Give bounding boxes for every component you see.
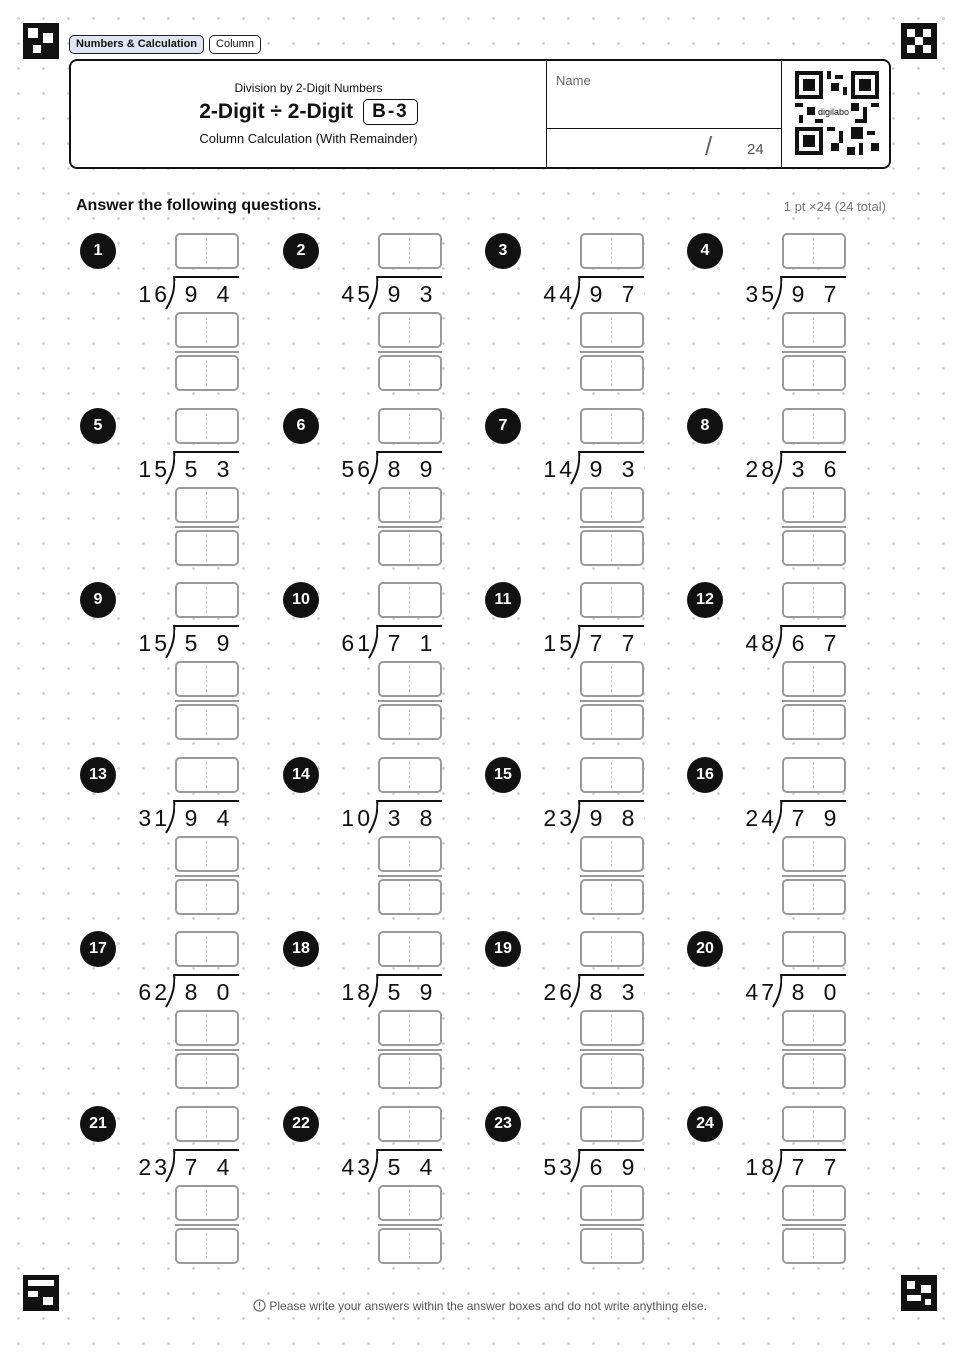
- problem-item: [485, 1106, 675, 1276]
- category-tags: [69, 35, 261, 54]
- quotient-answer-box[interactable]: [175, 931, 239, 967]
- dividend-tens-digit: 8: [387, 456, 401, 482]
- dividend-ones-digit: 4: [216, 281, 230, 307]
- divisor: 23: [124, 1154, 170, 1181]
- quotient-answer-box[interactable]: [175, 408, 239, 444]
- problem-number-badge: 5: [80, 408, 116, 444]
- divisor: 45: [327, 281, 373, 308]
- worksheet-description: Column Calculation (With Remainder): [199, 131, 418, 146]
- product-answer-box[interactable]: [175, 836, 239, 872]
- subtraction-line: [378, 1224, 442, 1226]
- dividend-tens-digit: 9: [387, 281, 401, 307]
- subtraction-line: [580, 875, 644, 877]
- remainder-answer-box[interactable]: [378, 704, 442, 740]
- remainder-answer-box[interactable]: [782, 879, 846, 915]
- dividend-ones-digit: 6: [823, 456, 837, 482]
- quotient-answer-box[interactable]: [378, 1106, 442, 1142]
- subtraction-line: [782, 526, 846, 528]
- subtraction-line: [782, 875, 846, 877]
- problem-item: [485, 408, 675, 578]
- problem-item: [687, 1106, 877, 1276]
- dividend-ones-digit: 7: [621, 281, 635, 307]
- divisor: 43: [327, 1154, 373, 1181]
- division-line: [175, 1149, 239, 1151]
- problem-number-badge: 24: [687, 1106, 723, 1142]
- dividend: [175, 456, 239, 483]
- dividend-ones-digit: 4: [216, 805, 230, 831]
- product-answer-box[interactable]: [782, 487, 846, 523]
- dividend: [580, 1154, 644, 1181]
- remainder-answer-box[interactable]: [378, 1053, 442, 1089]
- dividend-tens-digit: 7: [589, 630, 603, 656]
- subtraction-line: [378, 526, 442, 528]
- dividend-tens-digit: 7: [387, 630, 401, 656]
- divisor: 10: [327, 805, 373, 832]
- remainder-answer-box[interactable]: [782, 704, 846, 740]
- dividend-tens-digit: 9: [184, 805, 198, 831]
- product-answer-box[interactable]: [782, 836, 846, 872]
- problem-number-badge: 16: [687, 757, 723, 793]
- problem-item: [687, 757, 877, 927]
- subtraction-line: [378, 351, 442, 353]
- division-line: [580, 276, 644, 278]
- registration-marker-top-right: [901, 23, 937, 59]
- problem-number-badge: 18: [283, 931, 319, 967]
- subtraction-line: [580, 1224, 644, 1226]
- problem-item: [485, 233, 675, 403]
- subtraction-line: [175, 875, 239, 877]
- remainder-answer-box[interactable]: [782, 530, 846, 566]
- subtraction-line: [378, 875, 442, 877]
- dividend-tens-digit: 9: [791, 281, 805, 307]
- division-line: [782, 451, 846, 453]
- dividend: [378, 281, 442, 308]
- dividend-ones-digit: 7: [823, 630, 837, 656]
- problem-number-badge: 22: [283, 1106, 319, 1142]
- problem-item: [80, 1106, 270, 1276]
- division-line: [378, 974, 442, 976]
- dividend-ones-digit: 3: [621, 456, 635, 482]
- subtraction-line: [580, 700, 644, 702]
- subtraction-line: [580, 351, 644, 353]
- dividend-tens-digit: 3: [791, 456, 805, 482]
- footer-note: Please write your answers within the answer boxes and do not write anything else.: [269, 1299, 707, 1313]
- remainder-answer-box[interactable]: [580, 1053, 644, 1089]
- quotient-answer-box[interactable]: [175, 582, 239, 618]
- problem-number-badge: 9: [80, 582, 116, 618]
- info-icon: [253, 1299, 266, 1312]
- quotient-answer-box[interactable]: [580, 931, 644, 967]
- dividend: [580, 630, 644, 657]
- divisor: 18: [327, 979, 373, 1006]
- name-and-score-field[interactable]: [546, 61, 782, 167]
- problem-item: [283, 1106, 473, 1276]
- dividend-tens-digit: 5: [387, 979, 401, 1005]
- problem-number-badge: 20: [687, 931, 723, 967]
- remainder-answer-box[interactable]: [175, 355, 239, 391]
- dividend-ones-digit: 9: [419, 456, 433, 482]
- remainder-answer-box[interactable]: [580, 355, 644, 391]
- dividend: [580, 805, 644, 832]
- dividend-tens-digit: 9: [589, 805, 603, 831]
- problem-item: [687, 408, 877, 578]
- division-line: [378, 1149, 442, 1151]
- quotient-answer-box[interactable]: [378, 582, 442, 618]
- quotient-answer-box[interactable]: [378, 931, 442, 967]
- quotient-answer-box[interactable]: [175, 757, 239, 793]
- divisor: 26: [529, 979, 575, 1006]
- problem-item: [687, 582, 877, 752]
- dividend-tens-digit: 7: [791, 1154, 805, 1180]
- dividend-tens-digit: 8: [184, 979, 198, 1005]
- problem-item: [283, 582, 473, 752]
- product-answer-box[interactable]: [175, 661, 239, 697]
- division-line: [580, 451, 644, 453]
- problem-number-badge: 1: [80, 233, 116, 269]
- name-divider: [547, 128, 781, 129]
- dividend: [175, 630, 239, 657]
- division-line: [580, 974, 644, 976]
- quotient-answer-box[interactable]: [580, 1106, 644, 1142]
- subtraction-line: [175, 351, 239, 353]
- dividend-tens-digit: 6: [589, 1154, 603, 1180]
- dividend-tens-digit: 9: [184, 281, 198, 307]
- product-answer-box[interactable]: [580, 487, 644, 523]
- problem-item: [283, 233, 473, 403]
- problem-number-badge: 10: [283, 582, 319, 618]
- problem-number-badge: 14: [283, 757, 319, 793]
- division-line: [175, 800, 239, 802]
- division-line: [782, 625, 846, 627]
- quotient-answer-box[interactable]: [782, 1106, 846, 1142]
- problem-item: [485, 582, 675, 752]
- dividend: [782, 979, 846, 1006]
- name-label: Name: [556, 73, 591, 88]
- divisor: 14: [529, 456, 575, 483]
- remainder-answer-box[interactable]: [580, 1228, 644, 1264]
- quotient-answer-box[interactable]: [580, 233, 644, 269]
- dividend: [782, 1154, 846, 1181]
- dividend-ones-digit: 1: [419, 630, 433, 656]
- subtraction-line: [175, 700, 239, 702]
- dividend: [782, 281, 846, 308]
- dividend-ones-digit: 4: [216, 1154, 230, 1180]
- remainder-answer-box[interactable]: [175, 879, 239, 915]
- divisor: 15: [124, 630, 170, 657]
- dividend-tens-digit: 7: [184, 1154, 198, 1180]
- division-line: [378, 625, 442, 627]
- subtraction-line: [580, 526, 644, 528]
- quotient-answer-box[interactable]: [782, 408, 846, 444]
- product-answer-box[interactable]: [175, 487, 239, 523]
- remainder-answer-box[interactable]: [378, 355, 442, 391]
- worksheet-subtitle: Division by 2-Digit Numbers: [234, 81, 383, 95]
- problem-item: [283, 757, 473, 927]
- subject-tag: Numbers & Calculation: [69, 35, 204, 54]
- problem-item: [80, 408, 270, 578]
- points-info: 1 pt ×24 (24 total): [783, 199, 886, 214]
- qr-label: digilabo: [818, 107, 850, 117]
- quotient-answer-box[interactable]: [378, 757, 442, 793]
- subtraction-line: [378, 1049, 442, 1051]
- product-answer-box[interactable]: [378, 1185, 442, 1221]
- division-line: [378, 800, 442, 802]
- product-answer-box[interactable]: [378, 312, 442, 348]
- problem-item: [687, 931, 877, 1101]
- dividend-ones-digit: 7: [621, 630, 635, 656]
- quotient-answer-box[interactable]: [782, 582, 846, 618]
- subtraction-line: [175, 526, 239, 528]
- problem-number-badge: 19: [485, 931, 521, 967]
- problem-number-badge: 15: [485, 757, 521, 793]
- remainder-answer-box[interactable]: [175, 1228, 239, 1264]
- subtraction-line: [378, 700, 442, 702]
- remainder-answer-box[interactable]: [175, 530, 239, 566]
- dividend-ones-digit: 0: [823, 979, 837, 1005]
- remainder-answer-box[interactable]: [378, 1228, 442, 1264]
- dividend-tens-digit: 5: [184, 456, 198, 482]
- problem-number-badge: 23: [485, 1106, 521, 1142]
- dividend-ones-digit: 4: [419, 1154, 433, 1180]
- problem-item: [687, 233, 877, 403]
- subtraction-line: [580, 1049, 644, 1051]
- divisor: 16: [124, 281, 170, 308]
- product-answer-box[interactable]: [378, 836, 442, 872]
- quotient-answer-box[interactable]: [782, 233, 846, 269]
- worksheet-header: [69, 59, 891, 169]
- dividend: [782, 805, 846, 832]
- dividend-ones-digit: 3: [216, 456, 230, 482]
- division-line: [175, 276, 239, 278]
- product-answer-box[interactable]: [782, 661, 846, 697]
- quotient-answer-box[interactable]: [378, 233, 442, 269]
- divisor: 15: [529, 630, 575, 657]
- score-separator: /: [705, 131, 713, 161]
- dividend-ones-digit: 7: [823, 1154, 837, 1180]
- dividend-ones-digit: 3: [621, 979, 635, 1005]
- dividend: [378, 1154, 442, 1181]
- division-line: [782, 1149, 846, 1151]
- product-answer-box[interactable]: [782, 312, 846, 348]
- dividend: [378, 456, 442, 483]
- subtraction-line: [782, 1224, 846, 1226]
- dividend: [580, 979, 644, 1006]
- divisor: 47: [731, 979, 777, 1006]
- remainder-answer-box[interactable]: [378, 530, 442, 566]
- product-answer-box[interactable]: [378, 487, 442, 523]
- dividend-ones-digit: 9: [621, 1154, 635, 1180]
- worksheet-title-row: [71, 99, 546, 125]
- score-total: 24: [747, 141, 764, 158]
- dividend-ones-digit: 9: [419, 979, 433, 1005]
- dividend-tens-digit: 9: [589, 456, 603, 482]
- divisor: 23: [529, 805, 575, 832]
- divisor: 31: [124, 805, 170, 832]
- problem-item: [80, 582, 270, 752]
- dividend-ones-digit: 9: [823, 805, 837, 831]
- quotient-answer-box[interactable]: [175, 1106, 239, 1142]
- division-line: [175, 625, 239, 627]
- problem-number-badge: 17: [80, 931, 116, 967]
- quotient-answer-box[interactable]: [782, 757, 846, 793]
- remainder-answer-box[interactable]: [580, 704, 644, 740]
- division-line: [175, 451, 239, 453]
- dividend-tens-digit: 6: [791, 630, 805, 656]
- dividend-tens-digit: 3: [387, 805, 401, 831]
- divisor: 15: [124, 456, 170, 483]
- product-answer-box[interactable]: [175, 312, 239, 348]
- dividend: [782, 456, 846, 483]
- divisor: 35: [731, 281, 777, 308]
- product-answer-box[interactable]: [378, 1010, 442, 1046]
- problem-item: [283, 408, 473, 578]
- dividend-ones-digit: 9: [216, 630, 230, 656]
- quotient-answer-box[interactable]: [580, 757, 644, 793]
- division-line: [580, 800, 644, 802]
- problem-item: [485, 931, 675, 1101]
- problem-number-badge: 7: [485, 408, 521, 444]
- quotient-answer-box[interactable]: [175, 233, 239, 269]
- problem-number-badge: 2: [283, 233, 319, 269]
- remainder-answer-box[interactable]: [782, 355, 846, 391]
- divisor: 44: [529, 281, 575, 308]
- dividend-tens-digit: 7: [791, 805, 805, 831]
- product-answer-box[interactable]: [580, 836, 644, 872]
- remainder-answer-box[interactable]: [175, 704, 239, 740]
- dividend: [378, 630, 442, 657]
- dividend-ones-digit: 8: [621, 805, 635, 831]
- dividend-tens-digit: 8: [589, 979, 603, 1005]
- divisor: 48: [731, 630, 777, 657]
- product-answer-box[interactable]: [580, 661, 644, 697]
- remainder-answer-box[interactable]: [782, 1053, 846, 1089]
- divisor: 53: [529, 1154, 575, 1181]
- product-answer-box[interactable]: [580, 312, 644, 348]
- product-answer-box[interactable]: [782, 1010, 846, 1046]
- worksheet-title: 2-Digit ÷ 2-Digit: [199, 100, 354, 123]
- dividend-ones-digit: 8: [419, 805, 433, 831]
- divisor: 28: [731, 456, 777, 483]
- dividend-ones-digit: 0: [216, 979, 230, 1005]
- remainder-answer-box[interactable]: [175, 1053, 239, 1089]
- product-answer-box[interactable]: [580, 1185, 644, 1221]
- division-line: [782, 276, 846, 278]
- problem-number-badge: 8: [687, 408, 723, 444]
- product-answer-box[interactable]: [175, 1185, 239, 1221]
- footer: [0, 1299, 960, 1313]
- divisor: 56: [327, 456, 373, 483]
- dividend: [378, 805, 442, 832]
- division-line: [175, 974, 239, 976]
- problem-number-badge: 12: [687, 582, 723, 618]
- remainder-answer-box[interactable]: [782, 1228, 846, 1264]
- division-line: [580, 625, 644, 627]
- division-line: [378, 276, 442, 278]
- remainder-answer-box[interactable]: [378, 879, 442, 915]
- product-answer-box[interactable]: [580, 1010, 644, 1046]
- quotient-answer-box[interactable]: [580, 408, 644, 444]
- divisor: 24: [731, 805, 777, 832]
- quotient-answer-box[interactable]: [782, 931, 846, 967]
- quotient-answer-box[interactable]: [580, 582, 644, 618]
- problem-number-badge: 21: [80, 1106, 116, 1142]
- problem-number-badge: 6: [283, 408, 319, 444]
- product-answer-box[interactable]: [175, 1010, 239, 1046]
- subtraction-line: [175, 1224, 239, 1226]
- dividend-tens-digit: 5: [184, 630, 198, 656]
- qr-code-area: [782, 61, 889, 167]
- problem-number-badge: 3: [485, 233, 521, 269]
- dividend-tens-digit: 8: [791, 979, 805, 1005]
- problem-number-badge: 11: [485, 582, 521, 618]
- dividend: [175, 1154, 239, 1181]
- dividend: [580, 456, 644, 483]
- problem-number-badge: 4: [687, 233, 723, 269]
- dividend: [782, 630, 846, 657]
- problem-item: [80, 233, 270, 403]
- divisor: 62: [124, 979, 170, 1006]
- type-tag: Column: [209, 35, 261, 54]
- division-line: [782, 974, 846, 976]
- quotient-answer-box[interactable]: [378, 408, 442, 444]
- product-answer-box[interactable]: [378, 661, 442, 697]
- problem-item: [485, 757, 675, 927]
- divisor: 18: [731, 1154, 777, 1181]
- title-block: [71, 61, 546, 167]
- problem-item: [80, 757, 270, 927]
- problem-item: [80, 931, 270, 1101]
- product-answer-box[interactable]: [782, 1185, 846, 1221]
- division-line: [378, 451, 442, 453]
- remainder-answer-box[interactable]: [580, 530, 644, 566]
- worksheet-code: B-3: [363, 99, 418, 125]
- dividend: [580, 281, 644, 308]
- divisor: 61: [327, 630, 373, 657]
- division-line: [580, 1149, 644, 1151]
- dividend: [175, 979, 239, 1006]
- dividend-ones-digit: 7: [823, 281, 837, 307]
- dividend-tens-digit: 5: [387, 1154, 401, 1180]
- instructions: Answer the following questions.: [76, 197, 325, 215]
- remainder-answer-box[interactable]: [580, 879, 644, 915]
- subtraction-line: [175, 1049, 239, 1051]
- dividend: [378, 979, 442, 1006]
- subtraction-line: [782, 700, 846, 702]
- registration-marker-top-left: [23, 23, 59, 59]
- division-line: [782, 800, 846, 802]
- subtraction-line: [782, 351, 846, 353]
- problem-number-badge: 13: [80, 757, 116, 793]
- dividend: [175, 805, 239, 832]
- problem-item: [283, 931, 473, 1101]
- dividend-tens-digit: 9: [589, 281, 603, 307]
- dividend-ones-digit: 3: [419, 281, 433, 307]
- subtraction-line: [782, 1049, 846, 1051]
- dividend: [175, 281, 239, 308]
